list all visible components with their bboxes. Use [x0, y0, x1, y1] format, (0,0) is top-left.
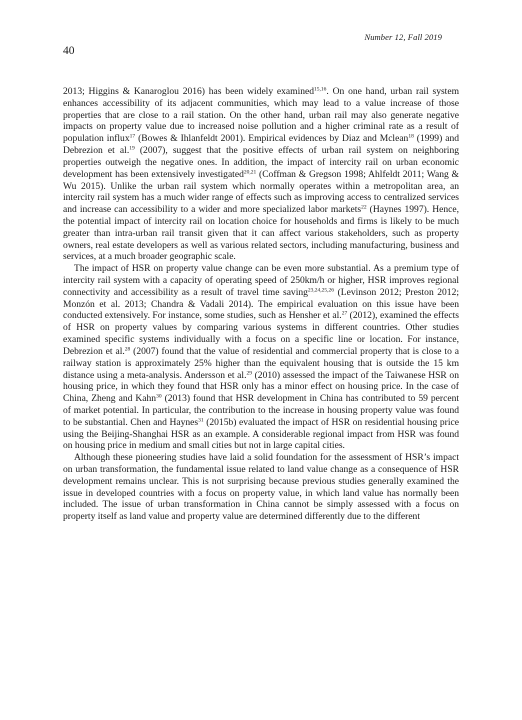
paragraph [63, 86, 459, 263]
citation-superscript: 29 [246, 370, 252, 376]
text-run: (Levinson 2012; Preston 2012; Monzón et al. 2013; Chandra & Vadali 2014). The empirical evaluation on this issue have been conducted extensively. For instance, some studies, such as Hensher et al. [63, 286, 460, 322]
citation-superscript: 31 [198, 417, 204, 424]
citation-superscript: 28 [124, 346, 131, 353]
text-run: (2015b) evaluated the impact of HSR on residential housing price using the Beijing-Shanghai HSR as an example. A considerable regional impact from HSR was found on housing price in medium and small cities but not in large capital cities. [63, 416, 459, 452]
citation-superscript: 22 [361, 204, 367, 211]
paragraph [63, 452, 459, 523]
text-run: (2007) found that the value of residential and commercial property that is close to a railway station is approximately 25% higher than the equivalent housing that is outside the 15 km distance using a meta-analysis. Andersson et al. [63, 345, 459, 381]
text-run: . On one hand, urban rail system enhances accessibility of its adjacent communities, which may lead to a value increase of those properties that are close to a rail station. On the other hand, urban rail may also generate negative impacts on property value due to increased noise pollution and a higher criminal rate as a result of population influx [63, 86, 459, 145]
text-run: (2012), examined the effects of HSR on property values by comparing various systems in different countries. Other studies examined specific systems individually with a focus on a specific line or location. For instance, Debrezion et al. [63, 310, 459, 357]
citation-superscript: 15,16 [314, 86, 327, 93]
text-run: 2013; Higgins & Kanaroglou 2016) has been widely examined [63, 86, 315, 97]
text-run: (1999) and Debrezion et al. [63, 133, 460, 157]
text-run: (Coffman & Gregson 1998; Ahlfeldt 2011; Wang & Wu 2015). Unlike the urban rail system which normally operates within a metropolitan area, an intercity rail system has a much wider range of effects such as improving access to centralized services and increase can accessibility to a wider and more specialized labor markets [63, 168, 459, 216]
text-run: (2010) assessed the impact of the Taiwanese HSR on housing price, in which they found that HSR only has a minor effect on housing price. In the case of China, Zheng and Kahn [63, 369, 459, 405]
citation-superscript: 23,24,25,26 [307, 287, 335, 294]
text-run: (Haynes 1997). Hence, the potential impact of intercity rail on location choice for households and firms is likely to be much greater than intra-urban rail transit given that it can affect various stakeholders, such as property owners, real estate developers as well as various related sectors, including manufacturing, business and services, at a much broader geographic scale. [63, 204, 459, 263]
journal-issue-info: Number 12, Fall 2019 [364, 32, 442, 42]
citation-superscript: 27 [341, 310, 348, 317]
body-text [63, 86, 459, 523]
paragraph [63, 263, 459, 452]
citation-superscript: 18 [408, 133, 414, 140]
citation-superscript: 20,21 [243, 169, 257, 176]
text-run: The impact of HSR on property value change can be even more substantial. As a premium type of intercity rail system with a capacity of operating speed of 250km/h or higher, HSR improves regional connectivity and accessibility as a result of travel time saving [63, 263, 459, 298]
citation-superscript: 17 [129, 133, 136, 140]
text-run: Although these pioneering studies have laid a solid foundation for the assessment of HSR’s impact on urban transformation, the fundamental issue related to land value change as a consequence of HSR development remains unclear. This is not surprising because previous studies generally examined the issue in developed countries with a focus on property value, in which land value has normally been included. The issue of urban transformation in China cannot be simply assessed with a focus on property itself as land value and property value are determined differently due to the different [63, 452, 459, 523]
text-run: (Bowes & Ihlanfeldt 2001). Empirical evidences by Diaz and Mclean [135, 133, 409, 145]
citation-superscript: 30 [156, 393, 162, 400]
text-run: (2013) found that HSR development in China has contributed to 59 percent of market potential. In particular, the contribution to the increase in housing property value was found to be substantial. Chen and Haynes [63, 393, 459, 428]
page-number: 40 [63, 45, 75, 57]
citation-superscript: 19 [129, 145, 135, 152]
text-run: (2007), suggest that the positive effects of urban rail system on neighboring properties outweigh the negative ones. In addition, the impact of intercity rail on urban economic development has been extensively investigated [63, 145, 459, 180]
